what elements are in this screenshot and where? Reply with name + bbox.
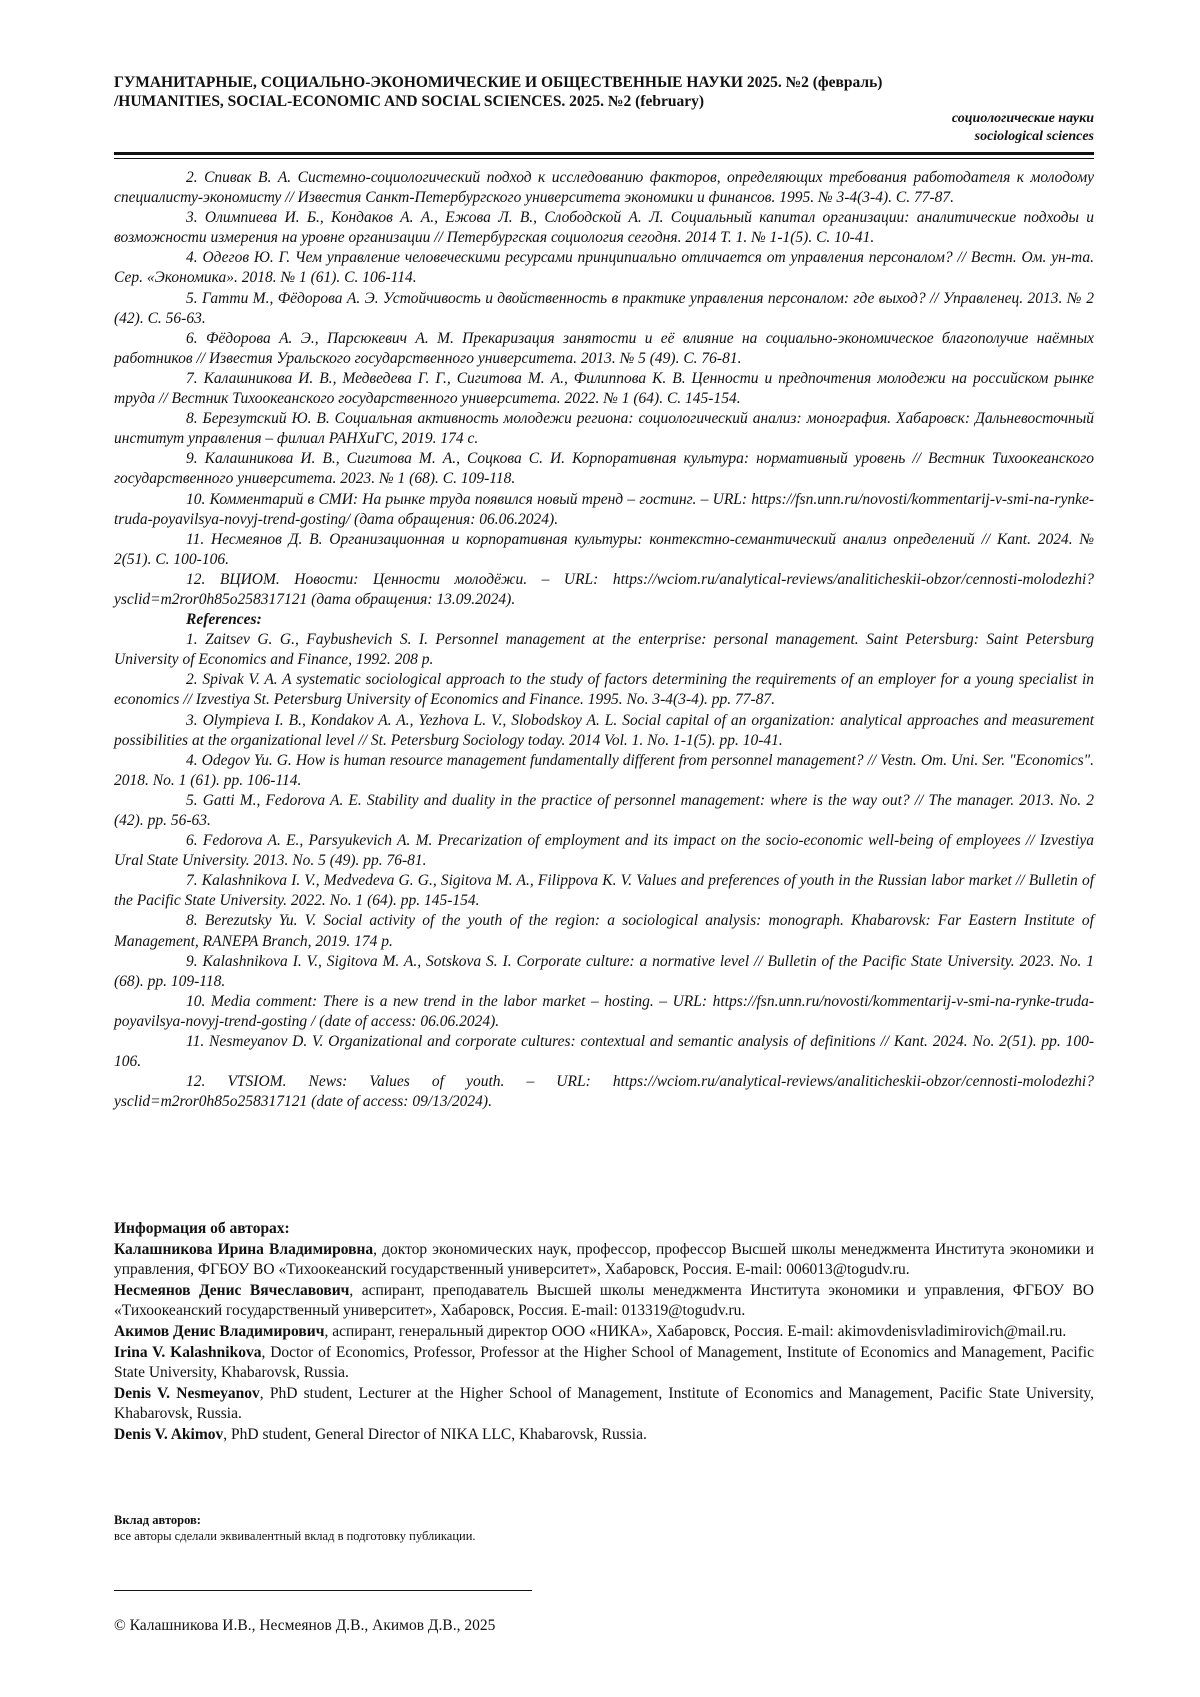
footnote-divider	[114, 1590, 532, 1591]
author-entry	[114, 1384, 1094, 1425]
author-info-heading: Информация об авторах:	[114, 1220, 290, 1237]
reference-en-item: 8. Berezutsky Yu. V. Social activity of the youth of the region: a sociological analysis: monograph. Khabarovsk: Far Eastern Institute of Management, RANEPA Branch, 2019. 174 p.	[114, 912, 1094, 950]
author-name: Irina V. Kalashnikova	[114, 1343, 262, 1361]
reference-en-item: 10. Media comment: There is a new trend in the labor market – hosting. – URL: https://fsn.unn.ru/novosti/kommentarij-v-smi-na-rynke-truda-poyavilsya-novyj-trend-gosting / (date of access: 06.06.2024).	[114, 992, 1094, 1030]
author-details: , Doctor of Economics, Professor, Professor at the Higher School of Management, Institute of Economics and Management, Pacific State University, Khabarovsk, Russia.	[114, 1343, 1094, 1382]
reference-ru-item: 11. Несмеянов Д. В. Организационная и корпоративная культуры: контекстно-семантический анализ определений // Kant. 2024. № 2(51). С. 100-106.	[114, 530, 1094, 568]
journal-title-en: /HUMANITIES, SOCIAL-ECONOMIC AND SOCIAL SCIENCES. 2025. №2 (february)	[114, 93, 704, 110]
reference-en-item: 12. VTSIOM. News: Values of youth. – URL: https://wciom.ru/analytical-reviews/analiticheskii-obzor/cennosti-molodezhi?ysclid=m2ror0h85o258317121 (date of access: 09/13/2024).	[114, 1073, 1094, 1111]
author-entry	[114, 1425, 1094, 1446]
author-entry	[114, 1322, 1094, 1343]
author-details: , аспирант, генеральный директор ООО «НИКА», Хабаровск, Россия. E-mail: akimovdenisvladimirovich@mail.ru.	[324, 1322, 1067, 1340]
author-name: Калашникова Ирина Владимировна	[114, 1240, 374, 1258]
contribution-text: все авторы сделали эквивалентный вклад в подготовку публикации.	[114, 1529, 476, 1543]
author-name: Denis V. Nesmeyanov	[114, 1384, 260, 1402]
reference-en-item: 6. Fedorova A. E., Parsyukevich A. M. Precarization of employment and its impact on the socio-economic well-being of employees // Izvestiya Ural State University. 2013. No. 5 (49). pp. 76-81.	[114, 832, 1094, 870]
reference-ru-item: 10. Комментарий в СМИ: На рынке труда появился новый тренд – гостинг. – URL: https://fsn.unn.ru/novosti/kommentarij-v-smi-na-rynke-truda-poyavilsya-novyj-trend-gosting/ (дата обращения: 06.06.2024).	[114, 490, 1094, 528]
reference-ru-item: 5. Гатти М., Фёдорова А. Э. Устойчивость и двойственность в практике управления персоналом: где выход? // Управленец. 2013. № 2 (42). С. 56-63.	[114, 289, 1094, 327]
author-details: , PhD student, Lecturer at the Higher School of Management, Institute of Economics and Management, Pacific State University, Khabarovsk, Russia.	[114, 1384, 1095, 1423]
reference-en-item: 9. Kalashnikova I. V., Sigitova M. A., Sotskova S. I. Corporate culture: a normative level // Bulletin of the Pacific State University. 2023. No. 1 (68). pp. 109-118.	[114, 952, 1094, 990]
header-rule-thick	[114, 152, 1094, 155]
reference-ru-item: 2. Спивак В. А. Системно-социологический подход к исследованию факторов, определяющих требования работодателя к молодому специалисту-экономисту // Известия Санкт-Петербургского университета экономики и финансов. 1995. № 3-4(3-4). С. 77-87.	[114, 169, 1094, 207]
references-section	[114, 168, 1094, 1112]
author-details: , доктор экономических наук, профессор, профессор Высшей школы менеджмента Института экономики и управления, ФГБОУ ВО «Тихоокеанский государственный университет», Хабаровск, Россия. E-mail: 006013@togudv.ru.	[114, 1240, 1094, 1279]
header-rule-thin	[114, 158, 1094, 159]
reference-ru-item: 12. ВЦИОМ. Новости: Ценности молодёжи. – URL: https://wciom.ru/analytical-reviews/analiticheskii-obzor/cennosti-molodezhi?ysclid=m2ror0h85o258317121 (дата обращения: 13.09.2024).	[114, 570, 1094, 608]
journal-title-ru: ГУМАНИТАРНЫЕ, СОЦИАЛЬНО-ЭКОНОМИЧЕСКИЕ И ОБЩЕСТВЕННЫЕ НАУКИ 2025. №2 (февраль)	[114, 74, 883, 91]
reference-ru-item: 6. Фёдорова А. Э., Парсюкевич А. М. Прекаризация занятости и её влияние на социально-экономическое благополучие наёмных работников // Известия Уральского государственного университета. 2013. № 5 (49). С. 76-81.	[114, 329, 1094, 367]
reference-en-item: 1. Zaitsev G. G., Faybushevich S. I. Personnel management at the enterprise: personal management. Saint Petersburg: Saint Petersburg University of Economics and Finance, 1992. 208 p.	[114, 631, 1094, 669]
contribution-section	[114, 1512, 1094, 1544]
author-entry	[114, 1281, 1094, 1322]
subject-en: sociological sciences	[974, 129, 1094, 144]
contribution-heading-text: Вклад авторов:	[114, 1513, 201, 1527]
author-name: Denis V. Akimov	[114, 1425, 224, 1443]
reference-ru-item: 3. Олимпиева И. Б., Кондаков А. А., Ежова Л. В., Слободской А. Л. Социальный капитал организации: аналитические подходы и возможности измерения на уровне организации // Петербургская социология сегодня. 2014 Т. 1. № 1-1(5). С. 10-41.	[114, 209, 1094, 247]
reference-en-item: 3. Olympieva I. B., Kondakov A. A., Yezhova L. V., Slobodskoy A. L. Social capital of an organization: analytical approaches and measurement possibilities at the organizational level // St. Petersburg Sociology today. 2014 Vol. 1. No. 1-1(5). pp. 10-41.	[114, 711, 1094, 749]
author-name: Несмеянов Денис Вячеславович	[114, 1281, 350, 1299]
author-details: , PhD student, General Director of NIKA LLC, Khabarovsk, Russia.	[223, 1425, 647, 1443]
reference-ru-item: 9. Калашникова И. В., Сигитова М. А., Соцкова С. И. Корпоративная культура: нормативный уровень // Вестник Тихоокеанского государственного университета. 2023. № 1 (68). С. 109-118.	[114, 450, 1094, 488]
subject-ru: социологические науки	[951, 111, 1094, 126]
references-heading: References:	[186, 611, 262, 629]
reference-en-item: 11. Nesmeyanov D. V. Organizational and corporate cultures: contextual and semantic analysis of definitions // Kant. 2024. No. 2(51). pp. 100-106.	[114, 1033, 1094, 1071]
reference-en-item: 7. Kalashnikova I. V., Medvedeva G. G., Sigitova M. A., Filippova K. V. Values and preferences of youth in the Russian labor market // Bulletin of the Pacific State University. 2022. No. 1 (64). pp. 145-154.	[114, 872, 1094, 910]
copyright-notice: © Калашникова И.В., Несмеянов Д.В., Акимов Д.В., 2025	[114, 1617, 496, 1634]
author-entry	[114, 1240, 1094, 1281]
reference-en-item: 2. Spivak V. A. A systematic sociological approach to the study of factors determining the requirements of an employer for a young specialist in economics // Izvestiya St. Petersburg University of Economics and Finance. 1995. No. 3-4(3-4). pp. 77-87.	[114, 671, 1094, 709]
author-details: , аспирант, преподаватель Высшей школы менеджмента Института экономики и управления, ФГБОУ ВО «Тихоокеанский государственный университет», Хабаровск, Россия. E-mail: 013319@togudv.ru.	[114, 1281, 1094, 1320]
author-name: Акимов Денис Владимирович	[114, 1322, 325, 1340]
reference-en-item: 5. Gatti M., Fedorova A. E. Stability and duality in the practice of personnel management: where is the way out? // The manager. 2013. No. 2 (42). pp. 56-63.	[114, 791, 1094, 829]
contribution-heading	[114, 1512, 1094, 1528]
reference-ru-item: 7. Калашникова И. В., Медведева Г. Г., Сигитова М. А., Филиппова К. В. Ценности и предпочтения молодежи на российском рынке труда // Вестник Тихоокеанского государственного университета. 2022. № 1 (64). С. 145-154.	[114, 369, 1094, 408]
reference-ru-item: 8. Березутский Ю. В. Социальная активность молодежи региона: социологический анализ: монография. Хабаровск: Дальневосточный институт управления – филиал РАНХиГС, 2019. 174 с.	[114, 410, 1094, 448]
author-entry	[114, 1343, 1094, 1384]
reference-en-item: 4. Odegov Yu. G. How is human resource management fundamentally different from personnel management? // Vestn. Om. Uni. Ser. "Economics". 2018. No. 1 (61). pp. 106-114.	[114, 751, 1094, 789]
reference-ru-item: 4. Одегов Ю. Г. Чем управление человеческими ресурсами принципиально отличается от управления персоналом? // Вестн. Ом. ун-та. Сер. «Экономика». 2018. № 1 (61). С. 106-114.	[114, 249, 1094, 287]
author-info-section	[114, 1219, 1094, 1446]
